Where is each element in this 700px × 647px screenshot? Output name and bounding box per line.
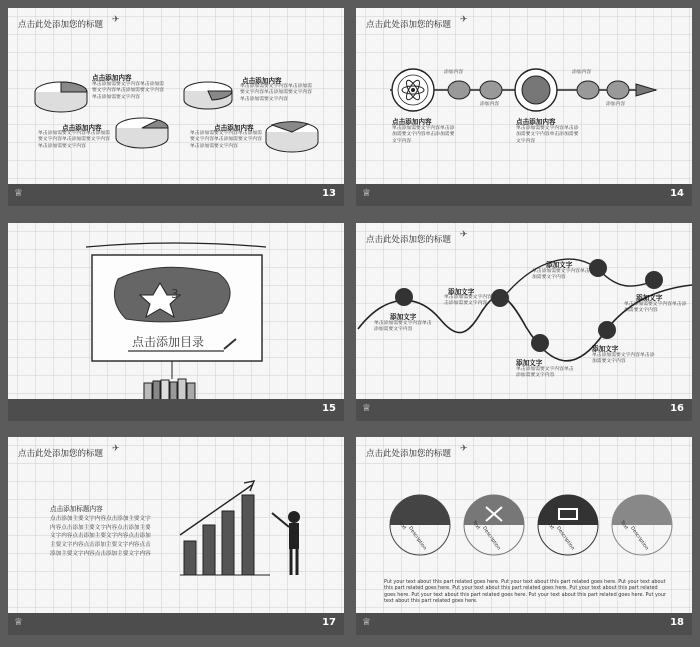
slide-surface [356, 437, 692, 613]
segment-label-b: Description [407, 525, 427, 552]
content-body: 点击添加主要文字内容点击添加主要文字内容点击添加主要文字内容点击添加主要文字内容点击添加主要文字内容点击添加主要文字内容点击添加主要文字内容点击添加主要文字内容点击添加主要文字内容 [50, 516, 151, 557]
slide-number: 14 [670, 188, 684, 199]
slide-17[interactable] [8, 437, 344, 635]
paper-plane-icon: ✈ [460, 230, 468, 240]
slide-18[interactable] [356, 437, 692, 635]
slide-title: 点击此处添加您的标题 [18, 449, 104, 459]
step-label: 添加内容 [572, 70, 592, 75]
step-label: 添加内容 [480, 102, 500, 107]
point-text: 单击添加需要文字内容单击添加需要文字内容 [532, 269, 595, 281]
slide-surface [8, 437, 344, 613]
slide-footer [8, 184, 344, 206]
point-text: 单击添加需要文字内容单击添加需要文字内容 [592, 353, 655, 365]
crown-icon: ♕ [362, 188, 371, 199]
segment-label-a: Text [470, 520, 481, 531]
slide-14[interactable] [356, 8, 692, 206]
slide-title: 点击此处添加您的标题 [366, 20, 452, 30]
crown-icon: ♕ [14, 617, 23, 628]
step-label: 添加内容 [606, 102, 626, 107]
item-text: 单击添加需要文字内容单击添加需要文字内容单击添加需要文字内容单击添加需要文字内容 [38, 131, 110, 149]
slide-number: 16 [670, 403, 684, 414]
paper-plane-icon: ✈ [112, 444, 120, 454]
segment-label-a: Text [618, 520, 629, 531]
slide-surface [356, 8, 692, 184]
item-heading: 点击添加内容 [92, 74, 132, 82]
process-flow-illustration [356, 8, 692, 184]
slide-surface [8, 223, 344, 399]
step-label: 添加内容 [444, 70, 464, 75]
block-heading: 点击添加内容 [392, 118, 432, 126]
slide-surface [356, 223, 692, 399]
slide-footer [8, 613, 344, 635]
point-heading: 添加文字 [546, 261, 573, 269]
item-heading: 点击添加内容 [214, 124, 254, 132]
slide-title: 点击此处添加您的标题 [366, 449, 452, 459]
paper-plane-icon: ✈ [460, 15, 468, 25]
section-title: 点击添加目录 [132, 335, 205, 349]
slide-number: 18 [670, 617, 684, 628]
paragraph-text: Put your text about this part related goes here. Put your text about this part related goes here. Put your text about this part related goes here. Put your text about this part related goes here. Put your text about this part related goes here. Put your text about this part related goes here. Put your text about this part related goes here. Put your text about this part related goes here. [384, 579, 666, 604]
item-heading: 点击添加内容 [242, 77, 282, 85]
point-text: 单击添加需要文字内容单击添加需要文字内容 [624, 302, 687, 314]
board-illustration [8, 223, 344, 399]
paper-plane-icon: ✈ [460, 444, 468, 454]
slide-number: 17 [322, 617, 336, 628]
segment-label-b: Description [481, 525, 501, 552]
block-text: 单击添加需要文字内容单击添加需要文字内容单击添加需要文字内容 [516, 126, 579, 144]
slide-surface [8, 8, 344, 184]
segment-label-a: Text [396, 520, 407, 531]
content-subtitle: 点击添加标题内容 [50, 505, 103, 513]
slide-footer [356, 399, 692, 421]
growth-chart-illustration [8, 437, 344, 613]
block-text: 单击添加需要文字内容单击添加需要文字内容单击添加需要文字内容 [392, 126, 455, 144]
slide-number: 13 [322, 188, 336, 199]
item-text: 单击添加需要文字内容单击添加需要文字内容单击添加需要文字内容单击添加需要文字内容 [240, 84, 312, 102]
slide-title: 点击此处添加您的标题 [18, 20, 104, 30]
segment-label-a: Text [544, 520, 555, 531]
item-text: 单击添加需要文字内容单击添加需要文字内容单击添加需要文字内容单击添加需要文字内容 [190, 131, 262, 149]
crown-icon: ♕ [362, 403, 371, 414]
point-text: 单击添加需要文字内容单击添加需要文字内容 [516, 367, 574, 379]
section-number: 3 [171, 287, 179, 301]
point-heading: 添加文字 [448, 288, 475, 296]
point-heading: 添加文字 [390, 313, 417, 321]
segment-label-b: Description [629, 525, 649, 552]
slide-number: 15 [322, 403, 336, 414]
crown-icon: ♕ [14, 188, 23, 199]
slide-16[interactable] [356, 223, 692, 421]
slide-footer [356, 613, 692, 635]
point-text: 单击添加需要文字内容单击添加需要文字内容 [374, 321, 432, 333]
item-heading: 点击添加内容 [62, 124, 102, 132]
segment-label-b: Description [555, 525, 575, 552]
point-heading: 添加文字 [592, 345, 619, 353]
item-text: 单击添加需要文字内容单击添加需要文字内容单击添加需要文字内容单击添加需要文字内容 [92, 82, 164, 100]
paper-plane-icon: ✈ [112, 15, 120, 25]
slide-footer [8, 399, 344, 421]
block-heading: 点击添加内容 [516, 118, 556, 126]
slide-footer [356, 184, 692, 206]
slide-13[interactable] [8, 8, 344, 206]
slide-title: 点击此处添加您的标题 [366, 235, 452, 245]
slide-15[interactable] [8, 223, 344, 421]
point-heading: 添加文字 [516, 359, 543, 367]
point-text: 单击添加需要文字内容单击添加需要文字内容 [444, 295, 497, 307]
point-heading: 添加文字 [636, 294, 663, 302]
crown-icon: ♕ [362, 617, 371, 628]
